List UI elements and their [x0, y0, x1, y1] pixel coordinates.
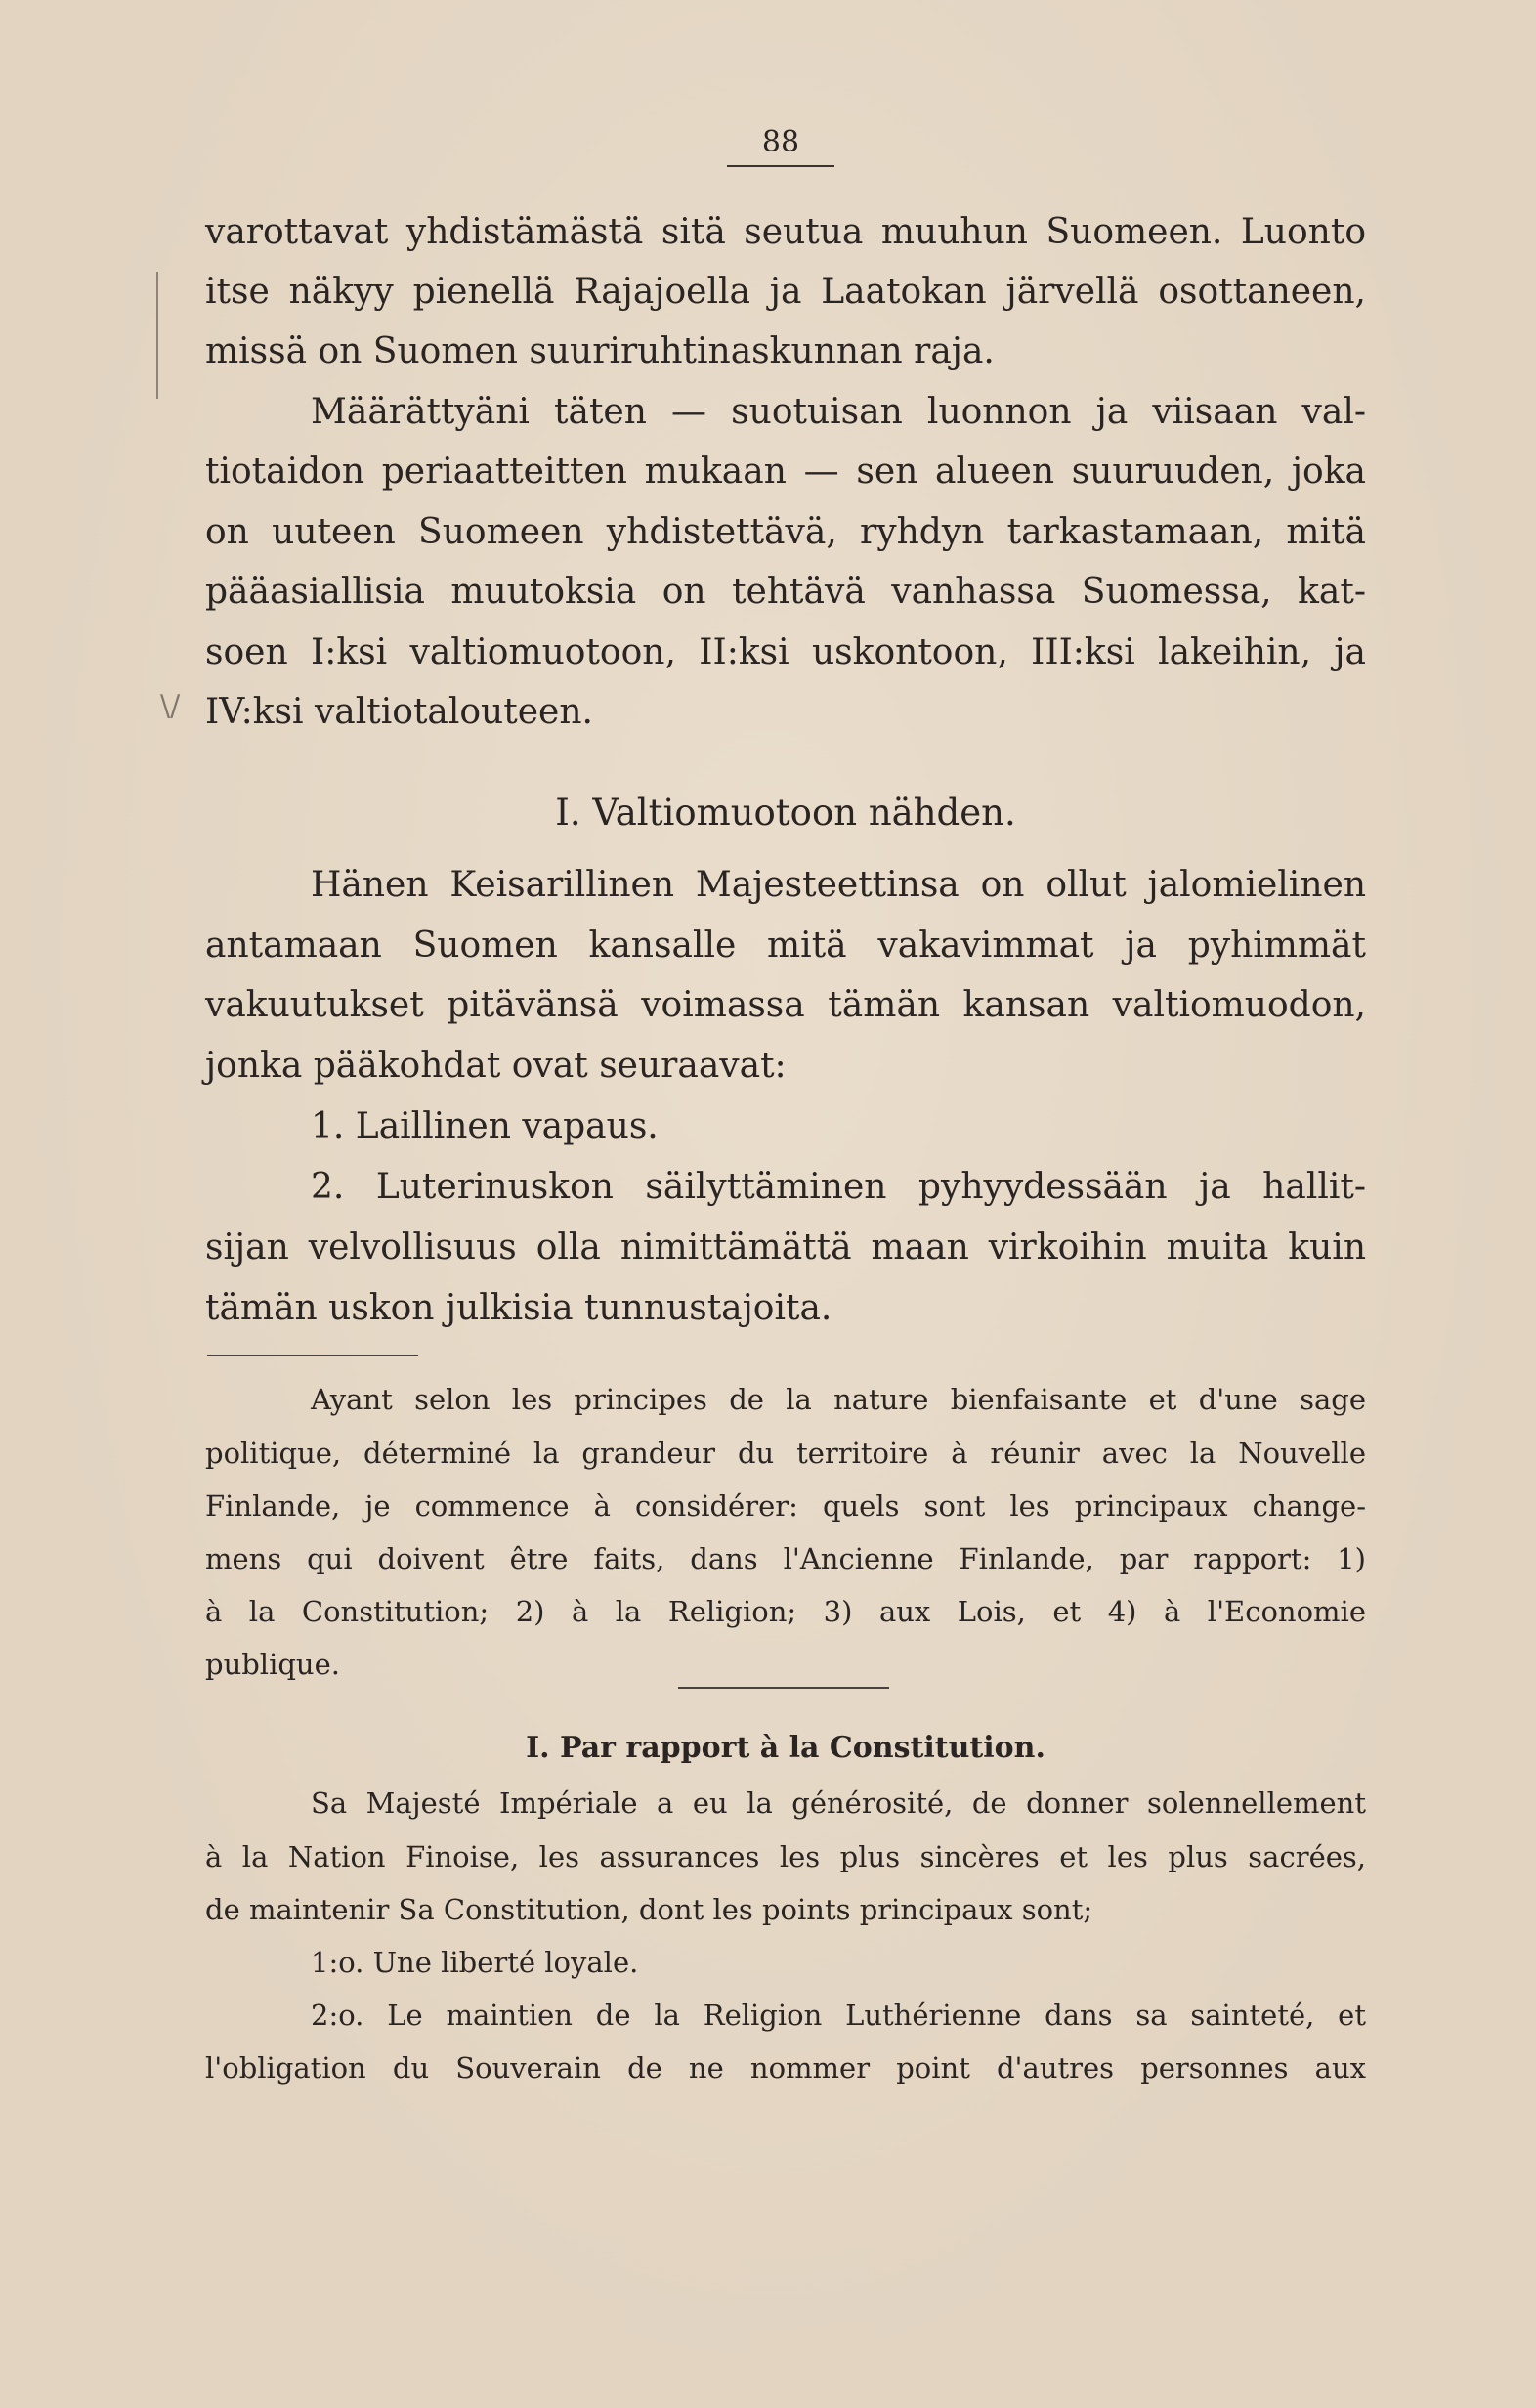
french-line: politique, déterminé la grandeur du territoire à réunir avec la Nouvelle [205, 1437, 1366, 1470]
finnish-body-line: vakuutukset pitävänsä voimassa tämän kansan valtiomuodon, [205, 985, 1366, 1025]
finnish-line: tiotaidon periaatteitten mukaan — sen alueen suuruuden, joka [205, 452, 1366, 492]
finnish-body-line: 1. Laillinen vapaus. [311, 1106, 659, 1146]
french-body-line: à la Nation Finoise, les assurances les plus sincères et les plus sacrées, [205, 1840, 1366, 1873]
page-number: 88 [727, 125, 834, 167]
section-divider [678, 1687, 889, 1689]
finnish-line: missä on Suomen suuriruhtinaskunnan raja. [205, 331, 995, 371]
french-body-line: l'obligation du Souverain de ne nommer point d'autres personnes aux [205, 2051, 1366, 2085]
french-line: Ayant selon les principes de la nature bienfaisante et d'une sage [311, 1383, 1366, 1416]
french-line: à la Constitution; 2) à la Religion; 3) aux Lois, et 4) à l'Economie [205, 1595, 1366, 1628]
french-body-line: 2:o. Le maintien de la Religion Luthérienne dans sa sainteté, et [311, 1999, 1366, 2032]
finnish-body-line: sijan velvollisuus olla nimittämättä maan virkoihin muita kuin [205, 1227, 1366, 1268]
finnish-line: pääasiallisia muutoksia on tehtävä vanhassa Suomessa, kat- [205, 572, 1366, 612]
finnish-line: varottavat yhdistämästä sitä seutua muuhun Suomeen. Luonto [205, 212, 1366, 252]
finnish-section-heading: I. Valtiomuotoon nähden. [555, 792, 1016, 834]
finnish-line: IV:ksi valtiotalouteen. [205, 692, 593, 732]
finnish-line: soen I:ksi valtiomuotoon, II:ksi uskontoon, III:ksi lakeihin, ja [205, 632, 1366, 672]
french-line: publique. [205, 1648, 340, 1681]
french-body-line: 1:o. Une liberté loyale. [311, 1946, 639, 1979]
french-line: mens qui doivent être faits, dans l'Ancienne Finlande, par rapport: 1) [205, 1542, 1366, 1575]
finnish-body-line: 2. Luterinuskon säilyttäminen pyhyydessään ja hallit- [311, 1167, 1366, 1207]
french-section-heading: I. Par rapport à la Constitution. [526, 1731, 1045, 1765]
footnote-divider [207, 1354, 418, 1356]
finnish-body-line: tämän uskon julkisia tunnustajoita. [205, 1288, 832, 1328]
finnish-body-line: antamaan Suomen kansalle mitä vakavimmat ja pyhimmät [205, 925, 1366, 966]
finnish-line: on uuteen Suomeen yhdistettävä, ryhdyn tarkastamaan, mitä [205, 512, 1366, 552]
french-line: Finlande, je commence à considérer: quels sont les principaux change- [205, 1489, 1366, 1523]
finnish-line: itse näkyy pienellä Rajajoella ja Laatokan järvellä osottaneen, [205, 272, 1366, 312]
finnish-body-line: jonka pääkohdat ovat seuraavat: [205, 1046, 787, 1086]
finnish-line: Määrättyäni täten — suotuisan luonnon ja viisaan val- [311, 392, 1366, 432]
french-body-line: Sa Majesté Impériale a eu la générosité, de donner solennellement [311, 1786, 1366, 1820]
french-body-line: de maintenir Sa Constitution, dont les points principaux sont; [205, 1893, 1093, 1926]
margin-check-mark-icon: \/ [160, 689, 181, 723]
finnish-body-line: Hänen Keisarillinen Majesteettinsa on ollut jalomielinen [311, 865, 1366, 905]
margin-pencil-mark [156, 272, 158, 399]
